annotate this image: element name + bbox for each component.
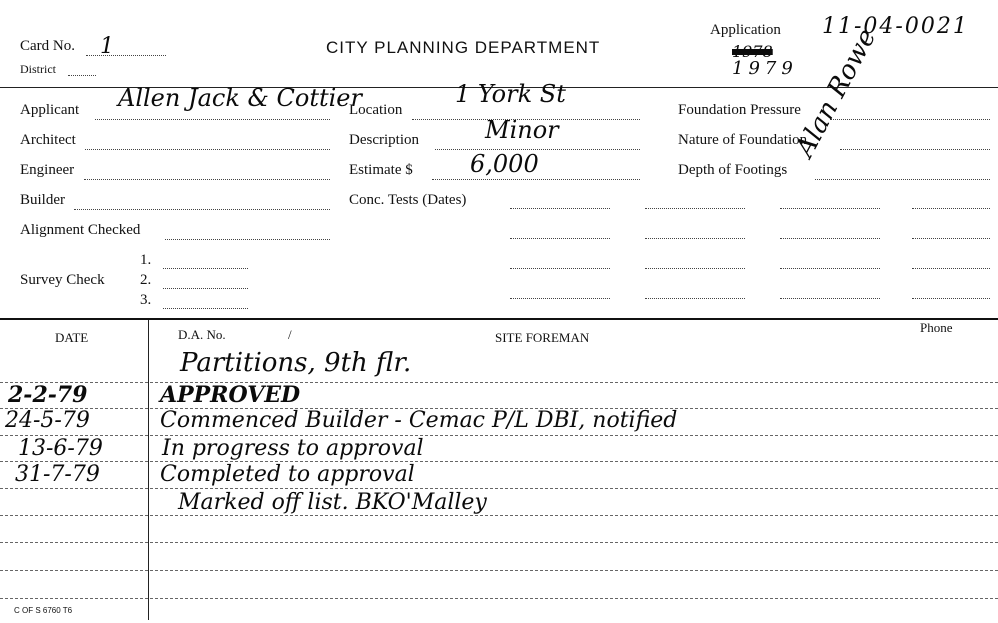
applicant-value: Allen Jack & Cottier <box>118 84 362 112</box>
applicant-label: Applicant <box>20 102 80 118</box>
date-header: DATE <box>55 330 89 345</box>
conc-tests-label: Conc. Tests (Dates) <box>349 192 467 208</box>
builder-label: Builder <box>20 192 65 208</box>
foreman-header: SITE FOREMAN <box>495 330 590 345</box>
phone-header: Phone <box>920 320 953 335</box>
estimate-value: 6,000 <box>470 150 539 178</box>
log-row-2-text: APPROVED <box>160 382 301 408</box>
signature: Alan Rowe <box>790 23 883 163</box>
application-number: 11-04-0021 <box>822 14 969 39</box>
survey-item-2: 2. <box>140 272 152 288</box>
application-label: Application <box>710 22 781 38</box>
description-label: Description <box>349 132 419 148</box>
district-label: District <box>20 62 56 76</box>
form-code: C OF S 6760 T6 <box>14 606 73 615</box>
survey-item-1: 1. <box>140 252 152 268</box>
log-row-1-text: Partitions, 9th flr. <box>180 348 412 378</box>
da-header: D.A. No. <box>178 327 226 342</box>
card-no-label: Card No. <box>20 38 75 54</box>
architect-label: Architect <box>20 132 76 148</box>
foundation-pressure-label: Foundation Pressure <box>678 102 801 118</box>
log-row-3-date: 24-5-79 <box>5 408 90 433</box>
log-row-6-text: Marked off list. BKO'Malley <box>178 490 487 515</box>
log-row-3-text: Commenced Builder - Cemac P/L DBI, notified <box>160 408 678 433</box>
location-value: 1 York St <box>455 80 566 108</box>
location-label: Location <box>349 102 403 118</box>
page-title: CITY PLANNING DEPARTMENT <box>326 38 601 57</box>
date-column-divider <box>148 320 149 620</box>
card-no-value: 1 <box>100 34 114 59</box>
year-value: 1979 <box>732 58 798 79</box>
year-struck: 1978 <box>732 42 773 61</box>
log-row-2-date: 2-2-79 <box>8 382 88 408</box>
alignment-label: Alignment Checked <box>20 222 141 238</box>
estimate-label: Estimate $ <box>349 162 413 178</box>
log-row-4-date: 13-6-79 <box>18 436 103 461</box>
depth-footings-label: Depth of Footings <box>678 162 788 178</box>
survey-item-3: 3. <box>140 292 152 308</box>
survey-label: Survey Check <box>20 272 105 288</box>
engineer-label: Engineer <box>20 162 75 178</box>
description-value: Minor <box>485 116 559 144</box>
da-mark: / <box>288 327 292 342</box>
nature-foundation-label: Nature of Foundation <box>678 132 808 148</box>
log-row-5-text: Completed to approval <box>160 462 415 487</box>
log-row-5-date: 31-7-79 <box>15 462 100 487</box>
log-top-rule <box>0 318 998 320</box>
log-row-4-text: In progress to approval <box>162 436 424 461</box>
